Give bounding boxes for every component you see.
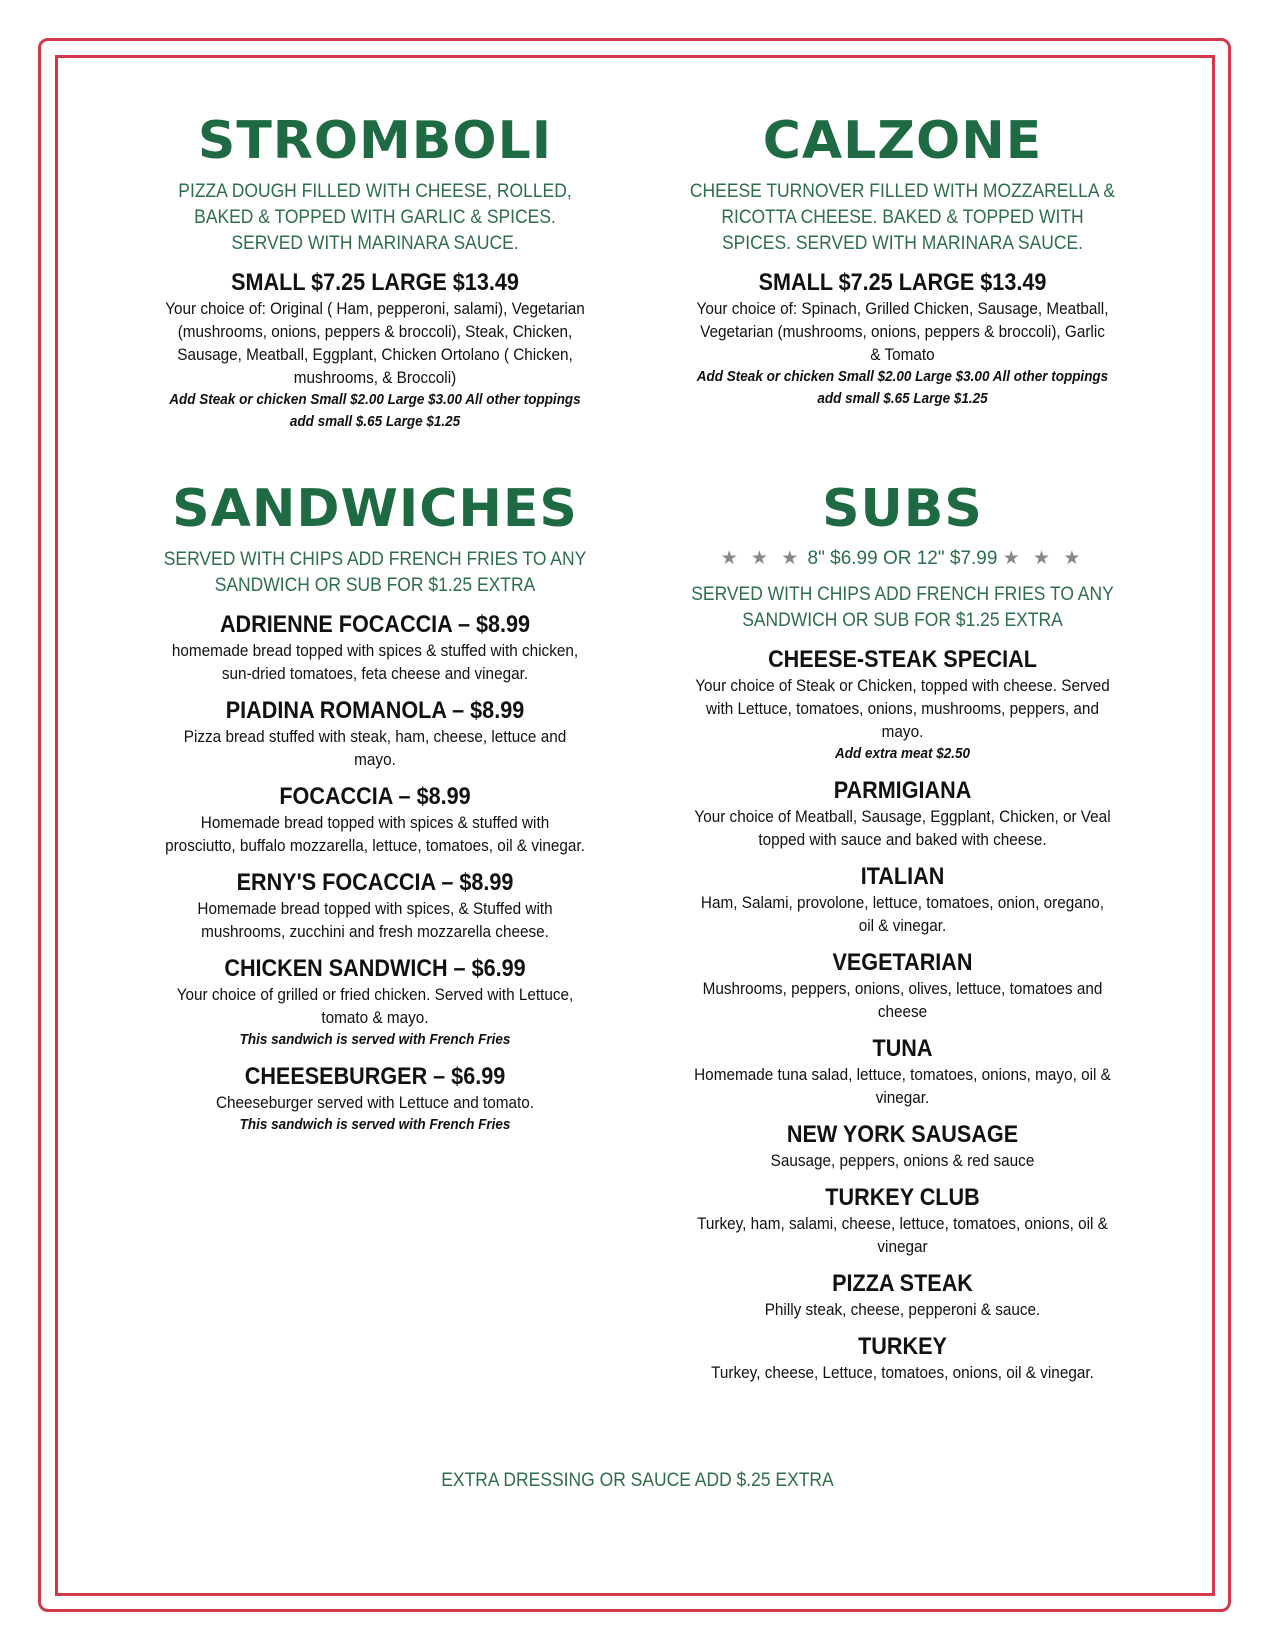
menu-item-note: This sandwich is served with French Fries (239, 1031, 511, 1048)
menu-item-name: ITALIAN (860, 863, 945, 890)
calzone-description: CHEESE TURNOVER FILLED WITH MOZZARELLA & RICOTTA CHEESE. BAKED & TOPPED WITH SPICES. SERVED WITH MARINARA SAUCE. (689, 181, 1116, 254)
star-icon: ★ ★ ★ (720, 548, 803, 569)
menu-item-name: TURKEY (858, 1333, 947, 1360)
menu-item (670, 1270, 1135, 1321)
menu-item (670, 1035, 1135, 1109)
menu-item (670, 1333, 1135, 1384)
menu-item (140, 869, 610, 943)
menu-item-description: Homemade bread topped with spices & stuffed with prosciutto, buffalo mozzarella, lettuce, tomatoes, oil & vinegar. (165, 813, 585, 855)
subs-price-line (670, 547, 1135, 570)
menu-item (140, 955, 610, 1051)
menu-item-description: Turkey, cheese, Lettuce, tomatoes, onions, oil & vinegar. (711, 1363, 1094, 1382)
menu-item (140, 697, 610, 771)
menu-item (670, 1184, 1135, 1258)
menu-item-description: Pizza bread stuffed with steak, ham, cheese, lettuce and mayo. (183, 727, 567, 769)
calzone-price: SMALL $7.25 LARGE $13.49 (758, 269, 1047, 296)
menu-item-description: Ham, Salami, provolone, lettuce, tomatoes, onion, oregano, oil & vinegar. (700, 893, 1105, 935)
menu-item (670, 863, 1135, 937)
menu-item-name: PARMIGIANA (833, 777, 972, 804)
menu-item-name: TURKEY CLUB (825, 1184, 980, 1211)
menu-item-name: CHICKEN SANDWICH – $6.99 (224, 955, 526, 982)
star-icon: ★ ★ ★ (1002, 548, 1085, 569)
menu-item-name: ADRIENNE FOCACCIA – $8.99 (219, 611, 531, 638)
menu-item-description: Your choice of Meatball, Sausage, Eggplant, Chicken, or Veal topped with sauce and baked with cheese. (694, 807, 1111, 849)
stromboli-description: PIZZA DOUGH FILLED WITH CHEESE, ROLLED, BAKED & TOPPED WITH GARLIC & SPICES. SERVED WITH MARINARA SAUCE. (178, 181, 572, 254)
menu-item-name: ERNY'S FOCACCIA – $8.99 (236, 869, 514, 896)
subs-title: SUBS (822, 479, 983, 539)
menu-item-description: Your choice of grilled or fried chicken. Served with Lettuce, tomato & mayo. (176, 985, 574, 1027)
menu-item-name: CHEESEBURGER – $6.99 (244, 1063, 506, 1090)
menu-item (670, 777, 1135, 851)
subs-description: SERVED WITH CHIPS ADD FRENCH FRIES TO ANY SANDWICH OR SUB FOR $1.25 EXTRA (691, 584, 1114, 631)
menu-item (140, 1063, 610, 1136)
menu-item-name: FOCACCIA – $8.99 (279, 783, 471, 810)
menu-item-description: Homemade bread topped with spices, & Stuffed with mushrooms, zucchini and fresh mozzarella cheese. (197, 899, 553, 941)
calzone-choices: Your choice of: Spinach, Grilled Chicken, Sausage, Meatball, Vegetarian (mushrooms, onions, peppers & broccoli), Garlic & Tomato (696, 299, 1109, 364)
menu-item (140, 783, 610, 857)
menu-item-description: Philly steak, cheese, pepperoni & sauce. (764, 1300, 1041, 1319)
menu-item-name: VEGETARIAN (832, 949, 973, 976)
subs-section (670, 479, 1135, 1384)
menu-item (140, 611, 610, 685)
menu-item-description: homemade bread topped with spices & stuffed with chicken, sun-dried tomatoes, feta cheese and vinegar. (171, 641, 579, 683)
sandwich-list (140, 611, 610, 1136)
stromboli-note: Add Steak or chicken Small $2.00 Large $3.00 All other toppings add small $.65 Large $1.25 (169, 391, 581, 430)
menu-item-name: PIADINA ROMANOLA – $8.99 (225, 697, 525, 724)
menu-item-name: CHEESE-STEAK SPECIAL (768, 646, 1037, 673)
sandwiches-title: SANDWICHES (172, 479, 578, 539)
menu-item-description: Homemade tuna salad, lettuce, tomatoes, onions, mayo, oil & vinegar. (694, 1065, 1111, 1107)
menu-item-note: Add extra meat $2.50 (834, 745, 971, 762)
menu-item-description: Turkey, ham, salami, cheese, lettuce, tomatoes, onions, oil & vinegar (697, 1214, 1108, 1256)
menu-item-description: Sausage, peppers, onions & red sauce (770, 1151, 1035, 1170)
menu-item (670, 949, 1135, 1023)
menu-item-description: Your choice of Steak or Chicken, topped with cheese. Served with Lettuce, tomatoes, onions, mushrooms, peppers, and mayo. (695, 676, 1110, 741)
menu-item-name: TUNA (872, 1035, 933, 1062)
footer-note: EXTRA DRESSING OR SAUCE ADD $.25 EXTRA (441, 1470, 834, 1491)
calzone-title: CALZONE (762, 111, 1043, 171)
menu-item (670, 1121, 1135, 1172)
menu-item-description: Cheeseburger served with Lettuce and tomato. (215, 1093, 535, 1112)
stromboli-choices: Your choice of: Original ( Ham, pepperoni, salami), Vegetarian (mushrooms, onions, peppers & broccoli), Steak, Chicken, Sausage, Meatball, Eggplant, Chicken Ortolano ( Chicken, mushrooms, & Broccoli) (165, 299, 585, 387)
menu-item-description: Mushrooms, peppers, onions, olives, lettuce, tomatoes and cheese (702, 979, 1103, 1021)
sandwiches-section (140, 479, 610, 1136)
sub-list (670, 646, 1135, 1384)
calzone-note: Add Steak or chicken Small $2.00 Large $3.00 All other toppings add small $.65 Large $1.25 (696, 368, 1109, 407)
sandwiches-description: SERVED WITH CHIPS ADD FRENCH FRIES TO ANY SANDWICH OR SUB FOR $1.25 EXTRA (163, 549, 587, 596)
menu-item-note: This sandwich is served with French Fries (239, 1116, 511, 1133)
stromboli-price: SMALL $7.25 LARGE $13.49 (231, 269, 519, 296)
stromboli-section (140, 111, 610, 433)
subs-prices: 8" $6.99 OR 12" $7.99 (807, 548, 998, 569)
calzone-section (670, 111, 1135, 410)
menu-item-name: PIZZA STEAK (832, 1270, 973, 1297)
menu-item-name: NEW YORK SAUSAGE (786, 1121, 1019, 1148)
menu-item (670, 646, 1135, 765)
stromboli-title: STROMBOLI (197, 111, 553, 171)
